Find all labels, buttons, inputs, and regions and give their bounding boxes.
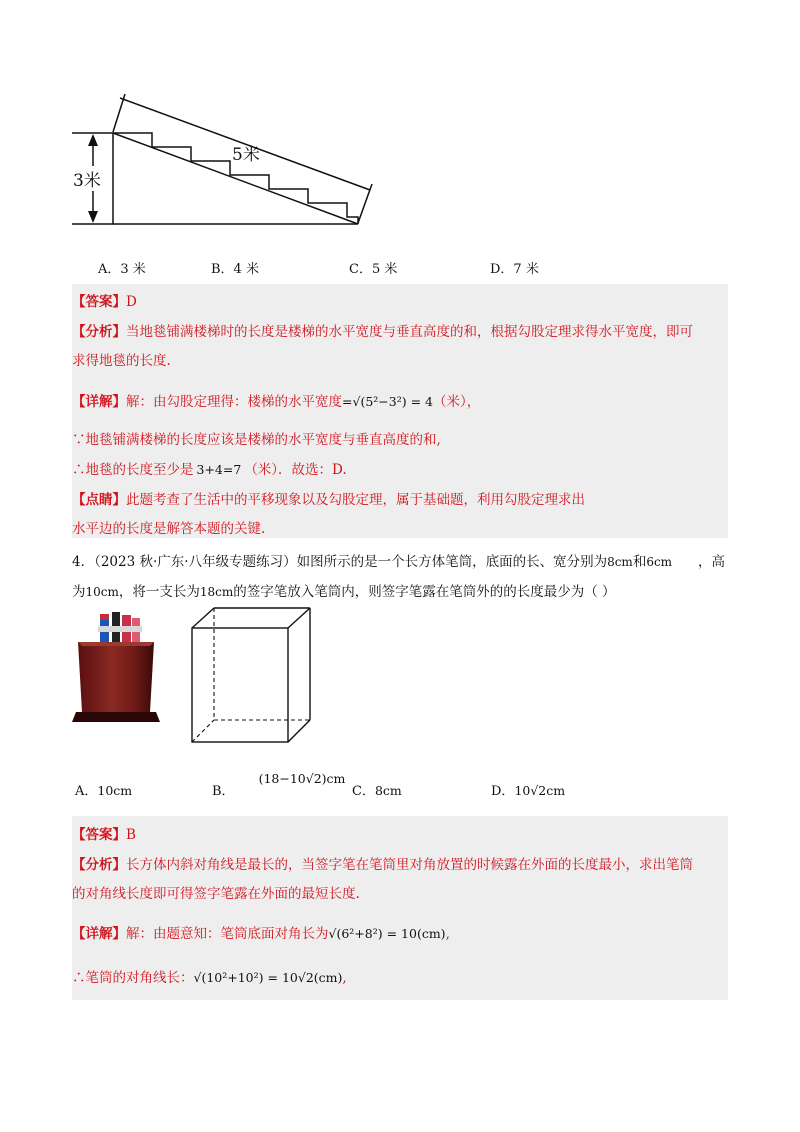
cuboid-figure bbox=[190, 606, 314, 746]
q4-line1: 4．（2023 秋·广东·八年级专题练习）如图所示的是一个长方体笔筒，底面的长、宽分别为8cm和6cm ，高 bbox=[72, 554, 726, 570]
q4-therefore-line: ∴笔筒的对角线长：√(10²+10²) = 10√2(cm), bbox=[72, 970, 347, 986]
q3-comment-line2: 水平边的长度是解答本题的关键. bbox=[72, 521, 266, 537]
q4-choice-b[interactable]: B．(18−10√2)cm bbox=[212, 771, 346, 799]
q3-detail-line: 【详解】解：由勾股定理得：楼梯的水平宽度=√(5²−3²) = 4（米）， bbox=[72, 394, 481, 410]
q4-therefore-formula: √(10²+10²) = 10√2(cm) bbox=[193, 970, 343, 985]
q3-therefore-formula: 3+4=7 bbox=[196, 462, 242, 477]
q4-line2: 为10cm，将一支长为18cm的签字笔放入笔筒内，则签字笔露在笔筒外的的长度最少为（ ） bbox=[72, 584, 616, 600]
q3-because-line: ∵地毯铺满楼梯的长度应该是楼梯的水平宽度与垂直高度的和, bbox=[72, 432, 441, 448]
slope-label: 5米 bbox=[232, 145, 260, 165]
q4-analysis-line1: 【分析】长方体内斜对角线是最长的，当签字笔在笔筒里对角放置的时候露在外面的长度最小，求出笔筒 bbox=[72, 857, 693, 873]
height-label: 3米 bbox=[73, 166, 101, 191]
q3-choice-d[interactable]: D．7 米 bbox=[490, 262, 539, 277]
q4-choice-a[interactable]: A．10cm bbox=[75, 783, 133, 799]
q4-choice-d[interactable]: D．10√2cm bbox=[491, 783, 566, 799]
q4-choice-c[interactable]: C．8cm bbox=[352, 783, 402, 799]
q3-comment-line1: 【点睛】此题考查了生活中的平移现象以及勾股定理，属于基础题，利用勾股定理求出 bbox=[72, 492, 585, 508]
q3-choice-b[interactable]: B．4 米 bbox=[211, 262, 259, 277]
q4-detail-line: 【详解】解：由题意知：笔筒底面对角长为√(6²+8²) = 10(cm), bbox=[72, 926, 450, 942]
q3-choice-a[interactable]: A．3 米 bbox=[98, 262, 146, 277]
pen-holder-photo bbox=[72, 612, 172, 730]
q4-analysis-line2: 的对角线长度即可得签字笔露在外面的最短长度. bbox=[72, 886, 360, 902]
q3-choice-c[interactable]: C．5 米 bbox=[349, 262, 398, 277]
q4-detail-formula: √(6²+8²) = 10(cm) bbox=[328, 926, 446, 941]
q3-analysis-line2: 求得地毯的长度. bbox=[72, 353, 171, 369]
q3-detail-formula: =√(5²−3²) = 4 bbox=[342, 394, 433, 409]
q3-answer-line: 【答案】D bbox=[72, 294, 137, 310]
staircase-figure bbox=[70, 92, 390, 232]
q3-analysis-line1: 【分析】当地毯铺满楼梯时的长度是楼梯的水平宽度与垂直高度的和，根据勾股定理求得水平宽度，即可 bbox=[72, 324, 693, 340]
q3-therefore-line: ∴地毯的长度至少是 3+4=7 （米）．故选：D. bbox=[72, 462, 347, 478]
q4-answer-line: 【答案】B bbox=[72, 827, 136, 843]
